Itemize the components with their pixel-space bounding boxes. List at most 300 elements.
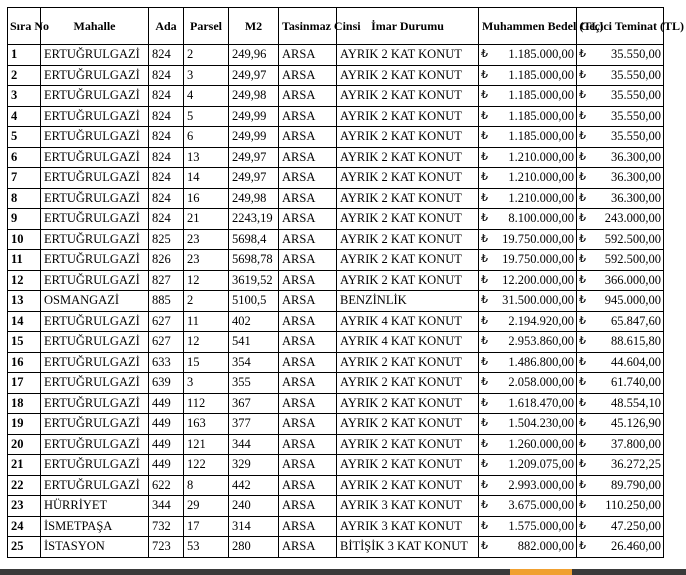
cell-tasinmaz-cinsi: ARSA (279, 106, 337, 127)
cell-gecici-teminat-value: 48.554,10 (611, 395, 661, 410)
lira-sign-icon: ₺ (481, 540, 488, 553)
cell-m2: 249,97 (229, 147, 279, 168)
cell-muhammen-bedel (479, 106, 577, 127)
ihale-table (7, 7, 684, 558)
cell-imar-durumu: AYRIK 2 KAT KONUT (337, 229, 479, 250)
cell-muhammen-bedel-value: 3.675.000,00 (508, 498, 574, 513)
cell-imar-durumu: AYRIK 2 KAT KONUT (337, 373, 479, 394)
header-m2: M2 (229, 8, 279, 45)
cell-muhammen-bedel (479, 45, 577, 66)
cell-mahalle: ERTUĞRULGAZİ (41, 229, 149, 250)
bottom-bar (0, 569, 686, 575)
cell-sira-no: 3 (8, 86, 41, 107)
header-mahalle: Mahalle (41, 8, 149, 45)
cell-imar-durumu: AYRIK 4 KAT KONUT (337, 311, 479, 332)
cell-parsel: 12 (184, 332, 229, 353)
cell-mahalle: ERTUĞRULGAZİ (41, 65, 149, 86)
cell-parsel: 17 (184, 516, 229, 537)
cell-ada: 824 (149, 65, 184, 86)
cell-ada: 344 (149, 496, 184, 517)
lira-sign-icon: ₺ (481, 355, 488, 368)
table-row (8, 414, 664, 435)
cell-ada: 824 (149, 147, 184, 168)
lira-sign-icon: ₺ (579, 540, 586, 553)
cell-parsel: 12 (184, 270, 229, 291)
header-tasinmaz-cinsi: Tasinmaz Cinsi (279, 8, 337, 45)
cell-ada: 732 (149, 516, 184, 537)
table-row (8, 188, 664, 209)
cell-gecici-teminat-value: 945.000,00 (604, 293, 661, 308)
cell-parsel: 23 (184, 250, 229, 271)
cell-ada: 639 (149, 373, 184, 394)
cell-gecici-teminat-value: 36.272,25 (611, 457, 661, 472)
cell-gecici-teminat (577, 414, 664, 435)
table-row (8, 147, 664, 168)
lira-sign-icon: ₺ (481, 109, 488, 122)
lira-sign-icon: ₺ (579, 396, 586, 409)
cell-gecici-teminat (577, 270, 664, 291)
cell-imar-durumu: AYRIK 2 KAT KONUT (337, 209, 479, 230)
cell-muhammen-bedel (479, 229, 577, 250)
lira-sign-icon: ₺ (481, 458, 488, 471)
cell-muhammen-bedel-value: 1.504.230,00 (508, 416, 574, 431)
cell-m2: 314 (229, 516, 279, 537)
cell-gecici-teminat (577, 65, 664, 86)
cell-tasinmaz-cinsi: ARSA (279, 434, 337, 455)
cell-ada: 449 (149, 393, 184, 414)
cell-m2: 249,97 (229, 65, 279, 86)
cell-m2: 249,98 (229, 86, 279, 107)
cell-muhammen-bedel-value: 1.209.075,00 (508, 457, 574, 472)
cell-muhammen-bedel (479, 291, 577, 312)
cell-m2: 5698,4 (229, 229, 279, 250)
lira-sign-icon: ₺ (579, 458, 586, 471)
cell-muhammen-bedel-value: 19.750.000,00 (502, 231, 574, 246)
cell-m2: 541 (229, 332, 279, 353)
cell-gecici-teminat (577, 250, 664, 271)
cell-ada: 622 (149, 475, 184, 496)
cell-m2: 249,97 (229, 168, 279, 189)
cell-imar-durumu: AYRIK 2 KAT KONUT (337, 45, 479, 66)
cell-tasinmaz-cinsi: ARSA (279, 352, 337, 373)
cell-ada: 824 (149, 209, 184, 230)
cell-muhammen-bedel-value: 1.210.000,00 (508, 149, 574, 164)
cell-imar-durumu: AYRIK 2 KAT KONUT (337, 147, 479, 168)
cell-muhammen-bedel-value: 1.618.470,00 (508, 395, 574, 410)
lira-sign-icon: ₺ (579, 335, 586, 348)
cell-muhammen-bedel-value: 31.500.000,00 (502, 293, 574, 308)
lira-sign-icon: ₺ (579, 212, 586, 225)
lira-sign-icon: ₺ (579, 191, 586, 204)
cell-mahalle: ERTUĞRULGAZİ (41, 188, 149, 209)
cell-muhammen-bedel (479, 352, 577, 373)
cell-imar-durumu: AYRIK 3 KAT KONUT (337, 516, 479, 537)
cell-muhammen-bedel (479, 65, 577, 86)
cell-mahalle: ERTUĞRULGAZİ (41, 127, 149, 148)
cell-mahalle: ERTUĞRULGAZİ (41, 434, 149, 455)
cell-gecici-teminat-value: 35.550,00 (611, 47, 661, 62)
cell-tasinmaz-cinsi: ARSA (279, 311, 337, 332)
lira-sign-icon: ₺ (481, 48, 488, 61)
table-row (8, 291, 664, 312)
header-parsel: Parsel (184, 8, 229, 45)
cell-mahalle: ERTUĞRULGAZİ (41, 106, 149, 127)
cell-gecici-teminat (577, 188, 664, 209)
table-row (8, 86, 664, 107)
cell-imar-durumu: AYRIK 4 KAT KONUT (337, 332, 479, 353)
cell-parsel: 121 (184, 434, 229, 455)
cell-imar-durumu: AYRIK 2 KAT KONUT (337, 434, 479, 455)
cell-ada: 824 (149, 127, 184, 148)
cell-gecici-teminat-value: 45.126,90 (611, 416, 661, 431)
cell-tasinmaz-cinsi: ARSA (279, 516, 337, 537)
cell-tasinmaz-cinsi: ARSA (279, 45, 337, 66)
cell-tasinmaz-cinsi: ARSA (279, 250, 337, 271)
lira-sign-icon: ₺ (579, 150, 586, 163)
cell-mahalle: ERTUĞRULGAZİ (41, 147, 149, 168)
cell-sira-no: 10 (8, 229, 41, 250)
cell-muhammen-bedel-value: 19.750.000,00 (502, 252, 574, 267)
cell-muhammen-bedel (479, 475, 577, 496)
cell-ada: 826 (149, 250, 184, 271)
cell-parsel: 2 (184, 45, 229, 66)
cell-mahalle: ERTUĞRULGAZİ (41, 352, 149, 373)
lira-sign-icon: ₺ (579, 294, 586, 307)
table-row (8, 475, 664, 496)
lira-sign-icon: ₺ (481, 212, 488, 225)
lira-sign-icon: ₺ (481, 417, 488, 430)
lira-sign-icon: ₺ (481, 89, 488, 102)
cell-gecici-teminat-value: 35.550,00 (611, 88, 661, 103)
cell-m2: 240 (229, 496, 279, 517)
cell-sira-no: 5 (8, 127, 41, 148)
lira-sign-icon: ₺ (579, 417, 586, 430)
cell-gecici-teminat (577, 434, 664, 455)
cell-muhammen-bedel-value: 1.185.000,00 (508, 67, 574, 82)
cell-muhammen-bedel-value: 1.575.000,00 (508, 518, 574, 533)
cell-parsel: 4 (184, 86, 229, 107)
cell-sira-no: 25 (8, 537, 41, 558)
table-row (8, 106, 664, 127)
cell-imar-durumu: AYRIK 2 KAT KONUT (337, 106, 479, 127)
lira-sign-icon: ₺ (481, 294, 488, 307)
cell-tasinmaz-cinsi: ARSA (279, 393, 337, 414)
lira-sign-icon: ₺ (481, 130, 488, 143)
cell-muhammen-bedel (479, 209, 577, 230)
cell-tasinmaz-cinsi: ARSA (279, 496, 337, 517)
cell-imar-durumu: AYRIK 3 KAT KONUT (337, 496, 479, 517)
lira-sign-icon: ₺ (579, 499, 586, 512)
cell-parsel: 16 (184, 188, 229, 209)
lira-sign-icon: ₺ (579, 48, 586, 61)
cell-imar-durumu: AYRIK 2 KAT KONUT (337, 65, 479, 86)
lira-sign-icon: ₺ (579, 171, 586, 184)
lira-sign-icon: ₺ (481, 335, 488, 348)
cell-sira-no: 18 (8, 393, 41, 414)
table-row (8, 65, 664, 86)
cell-muhammen-bedel (479, 147, 577, 168)
cell-ada: 723 (149, 537, 184, 558)
lira-sign-icon: ₺ (481, 478, 488, 491)
cell-tasinmaz-cinsi: ARSA (279, 455, 337, 476)
cell-ada: 825 (149, 229, 184, 250)
cell-muhammen-bedel (479, 414, 577, 435)
cell-m2: 329 (229, 455, 279, 476)
cell-muhammen-bedel-value: 1.185.000,00 (508, 88, 574, 103)
cell-ada: 824 (149, 86, 184, 107)
cell-ada: 449 (149, 414, 184, 435)
cell-muhammen-bedel-value: 1.260.000,00 (508, 436, 574, 451)
cell-muhammen-bedel (479, 496, 577, 517)
table-row (8, 127, 664, 148)
lira-sign-icon: ₺ (481, 437, 488, 450)
cell-mahalle: ERTUĞRULGAZİ (41, 475, 149, 496)
cell-parsel: 21 (184, 209, 229, 230)
cell-tasinmaz-cinsi: ARSA (279, 86, 337, 107)
cell-mahalle: ERTUĞRULGAZİ (41, 414, 149, 435)
cell-sira-no: 24 (8, 516, 41, 537)
cell-mahalle: ERTUĞRULGAZİ (41, 270, 149, 291)
cell-tasinmaz-cinsi: ARSA (279, 188, 337, 209)
cell-sira-no: 9 (8, 209, 41, 230)
cell-gecici-teminat-value: 37.800,00 (611, 436, 661, 451)
cell-mahalle: HÜRRİYET (41, 496, 149, 517)
cell-parsel: 53 (184, 537, 229, 558)
cell-ada: 633 (149, 352, 184, 373)
cell-gecici-teminat (577, 45, 664, 66)
lira-sign-icon: ₺ (579, 273, 586, 286)
cell-gecici-teminat (577, 127, 664, 148)
lira-sign-icon: ₺ (579, 437, 586, 450)
cell-ada: 824 (149, 188, 184, 209)
lira-sign-icon: ₺ (481, 150, 488, 163)
cell-muhammen-bedel-value: 1.185.000,00 (508, 129, 574, 144)
lira-sign-icon: ₺ (579, 253, 586, 266)
cell-mahalle: ERTUĞRULGAZİ (41, 373, 149, 394)
cell-parsel: 13 (184, 147, 229, 168)
cell-parsel: 163 (184, 414, 229, 435)
table-row (8, 455, 664, 476)
cell-tasinmaz-cinsi: ARSA (279, 127, 337, 148)
cell-ada: 449 (149, 434, 184, 455)
cell-sira-no: 21 (8, 455, 41, 476)
cell-gecici-teminat (577, 496, 664, 517)
lira-sign-icon: ₺ (579, 89, 586, 102)
cell-muhammen-bedel (479, 250, 577, 271)
cell-gecici-teminat (577, 86, 664, 107)
cell-parsel: 15 (184, 352, 229, 373)
lira-sign-icon: ₺ (579, 130, 586, 143)
cell-gecici-teminat-value: 36.300,00 (611, 149, 661, 164)
cell-sira-no: 19 (8, 414, 41, 435)
cell-gecici-teminat-value: 35.550,00 (611, 108, 661, 123)
cell-muhammen-bedel (479, 332, 577, 353)
cell-gecici-teminat (577, 168, 664, 189)
cell-imar-durumu: AYRIK 2 KAT KONUT (337, 393, 479, 414)
cell-m2: 3619,52 (229, 270, 279, 291)
cell-sira-no: 17 (8, 373, 41, 394)
cell-imar-durumu: AYRIK 2 KAT KONUT (337, 250, 479, 271)
table-row (8, 434, 664, 455)
cell-gecici-teminat-value: 110.250,00 (605, 498, 661, 513)
cell-tasinmaz-cinsi: ARSA (279, 168, 337, 189)
cell-ada: 824 (149, 45, 184, 66)
cell-muhammen-bedel (479, 455, 577, 476)
cell-imar-durumu: AYRIK 2 KAT KONUT (337, 352, 479, 373)
cell-ada: 824 (149, 106, 184, 127)
cell-sira-no: 8 (8, 188, 41, 209)
cell-mahalle: ERTUĞRULGAZİ (41, 209, 149, 230)
cell-parsel: 29 (184, 496, 229, 517)
lira-sign-icon: ₺ (481, 519, 488, 532)
cell-sira-no: 22 (8, 475, 41, 496)
cell-m2: 5100,5 (229, 291, 279, 312)
cell-gecici-teminat-value: 36.300,00 (611, 170, 661, 185)
cell-gecici-teminat-value: 35.550,00 (611, 67, 661, 82)
lira-sign-icon: ₺ (579, 314, 586, 327)
cell-m2: 249,99 (229, 127, 279, 148)
cell-parsel: 122 (184, 455, 229, 476)
cell-sira-no: 16 (8, 352, 41, 373)
cell-mahalle: ERTUĞRULGAZİ (41, 393, 149, 414)
cell-tasinmaz-cinsi: ARSA (279, 270, 337, 291)
cell-sira-no: 7 (8, 168, 41, 189)
cell-parsel: 6 (184, 127, 229, 148)
cell-parsel: 5 (184, 106, 229, 127)
cell-tasinmaz-cinsi: ARSA (279, 65, 337, 86)
cell-gecici-teminat-value: 243.000,00 (604, 211, 661, 226)
cell-m2: 249,96 (229, 45, 279, 66)
lira-sign-icon: ₺ (481, 376, 488, 389)
cell-sira-no: 6 (8, 147, 41, 168)
cell-muhammen-bedel-value: 12.200.000,00 (502, 272, 574, 287)
cell-parsel: 11 (184, 311, 229, 332)
cell-imar-durumu: AYRIK 2 KAT KONUT (337, 188, 479, 209)
header-gecici-teminat: Geçici Teminat (TL) (577, 8, 664, 45)
cell-sira-no: 4 (8, 106, 41, 127)
header-sira-no: Sıra No (8, 8, 41, 45)
table-row (8, 393, 664, 414)
table-row (8, 168, 664, 189)
lira-sign-icon: ₺ (579, 478, 586, 491)
cell-ada: 885 (149, 291, 184, 312)
cell-tasinmaz-cinsi: ARSA (279, 229, 337, 250)
bottom-bar-accent (510, 569, 572, 575)
table-row (8, 270, 664, 291)
cell-gecici-teminat-value: 35.550,00 (611, 129, 661, 144)
cell-gecici-teminat (577, 229, 664, 250)
cell-gecici-teminat (577, 475, 664, 496)
cell-tasinmaz-cinsi: ARSA (279, 332, 337, 353)
lira-sign-icon: ₺ (579, 68, 586, 81)
cell-muhammen-bedel-value: 2.058.000,00 (508, 375, 574, 390)
cell-muhammen-bedel (479, 311, 577, 332)
cell-muhammen-bedel (479, 168, 577, 189)
cell-tasinmaz-cinsi: ARSA (279, 147, 337, 168)
cell-m2: 354 (229, 352, 279, 373)
cell-sira-no: 15 (8, 332, 41, 353)
cell-m2: 249,98 (229, 188, 279, 209)
cell-tasinmaz-cinsi: ARSA (279, 291, 337, 312)
cell-muhammen-bedel (479, 86, 577, 107)
cell-mahalle: ERTUĞRULGAZİ (41, 168, 149, 189)
cell-imar-durumu: AYRIK 2 KAT KONUT (337, 127, 479, 148)
cell-m2: 367 (229, 393, 279, 414)
cell-gecici-teminat (577, 209, 664, 230)
lira-sign-icon: ₺ (579, 376, 586, 389)
cell-parsel: 3 (184, 373, 229, 394)
table-row (8, 516, 664, 537)
cell-m2: 402 (229, 311, 279, 332)
cell-muhammen-bedel-value: 2.953.860,00 (508, 334, 574, 349)
table-row (8, 332, 664, 353)
cell-mahalle: OSMANGAZİ (41, 291, 149, 312)
cell-gecici-teminat (577, 455, 664, 476)
cell-mahalle: ERTUĞRULGAZİ (41, 332, 149, 353)
table-row (8, 537, 664, 558)
cell-mahalle: ERTUĞRULGAZİ (41, 45, 149, 66)
cell-tasinmaz-cinsi: ARSA (279, 373, 337, 394)
cell-imar-durumu: BENZİNLİK (337, 291, 479, 312)
cell-gecici-teminat-value: 61.740,00 (611, 375, 661, 390)
cell-m2: 344 (229, 434, 279, 455)
cell-imar-durumu: BİTİŞİK 3 KAT KONUT (337, 537, 479, 558)
cell-muhammen-bedel (479, 127, 577, 148)
table-row (8, 496, 664, 517)
cell-gecici-teminat (577, 393, 664, 414)
table-row (8, 373, 664, 394)
cell-ada: 449 (149, 455, 184, 476)
table-row (8, 352, 664, 373)
cell-gecici-teminat (577, 106, 664, 127)
cell-gecici-teminat (577, 332, 664, 353)
lira-sign-icon: ₺ (481, 396, 488, 409)
cell-gecici-teminat-value: 366.000,00 (604, 272, 661, 287)
cell-parsel: 112 (184, 393, 229, 414)
cell-m2: 280 (229, 537, 279, 558)
lira-sign-icon: ₺ (481, 68, 488, 81)
lira-sign-icon: ₺ (481, 314, 488, 327)
cell-muhammen-bedel (479, 188, 577, 209)
cell-muhammen-bedel-value: 1.185.000,00 (508, 108, 574, 123)
cell-gecici-teminat-value: 36.300,00 (611, 190, 661, 205)
cell-sira-no: 2 (8, 65, 41, 86)
cell-tasinmaz-cinsi: ARSA (279, 475, 337, 496)
cell-muhammen-bedel (479, 516, 577, 537)
cell-m2: 249,99 (229, 106, 279, 127)
table-row (8, 311, 664, 332)
lira-sign-icon: ₺ (481, 232, 488, 245)
cell-gecici-teminat-value: 592.500,00 (604, 252, 661, 267)
lira-sign-icon: ₺ (481, 499, 488, 512)
cell-gecici-teminat-value: 47.250,00 (611, 518, 661, 533)
lira-sign-icon: ₺ (481, 253, 488, 266)
cell-mahalle: ERTUĞRULGAZİ (41, 455, 149, 476)
cell-sira-no: 12 (8, 270, 41, 291)
cell-gecici-teminat (577, 311, 664, 332)
cell-muhammen-bedel-value: 882.000,00 (517, 539, 574, 554)
cell-parsel: 2 (184, 291, 229, 312)
cell-tasinmaz-cinsi: ARSA (279, 537, 337, 558)
table-body (8, 45, 664, 558)
cell-gecici-teminat-value: 26.460,00 (611, 539, 661, 554)
cell-sira-no: 14 (8, 311, 41, 332)
cell-muhammen-bedel-value: 1.185.000,00 (508, 47, 574, 62)
cell-gecici-teminat (577, 352, 664, 373)
cell-m2: 442 (229, 475, 279, 496)
cell-imar-durumu: AYRIK 2 KAT KONUT (337, 475, 479, 496)
lira-sign-icon: ₺ (579, 355, 586, 368)
